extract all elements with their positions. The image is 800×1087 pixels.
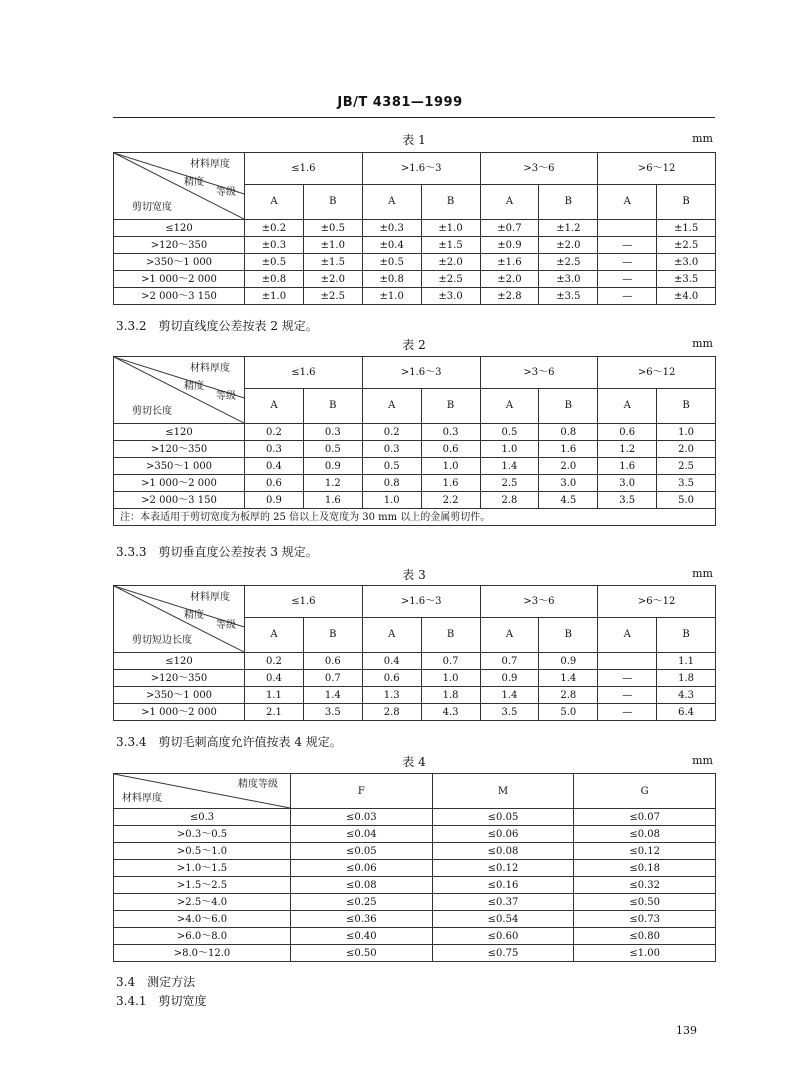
table4-unit: mm [692,754,713,767]
table-cell: 1.4 [539,670,598,687]
table-cell: 0.4 [245,458,304,475]
table-cell: ≤0.32 [574,877,716,894]
table-3-perpendicularity-tolerance [113,585,716,721]
table-cell: 4.3 [421,704,480,721]
table-cell: 3.5 [598,492,657,509]
grade-header: A [362,185,421,220]
table-cell: ≤0.60 [432,928,574,945]
thickness-header: >6～12 [598,586,716,618]
table-cell: 1.1 [245,687,304,704]
grade-header: B [421,618,480,653]
table-cell: 0.6 [303,653,362,670]
table-cell: ≤0.50 [574,894,716,911]
table-cell: ±1.0 [303,237,362,254]
table-cell: 3.5 [480,704,539,721]
table-cell: 0.7 [421,653,480,670]
clause-3-3-4: 3.3.4 剪切毛刺高度允许值按表 4 规定。 [116,735,342,749]
table-cell: ≤0.37 [432,894,574,911]
diag-label-thickness: 材料厚度 [190,159,230,170]
table-cell: — [598,237,657,254]
grade-header: B [657,618,716,653]
thickness-header: >6～12 [598,357,716,389]
table-cell: ±1.0 [245,288,304,305]
clause-3-3-2: 3.3.2 剪切直线度公差按表 2 规定。 [116,319,318,333]
table-cell: 0.6 [245,475,304,492]
table-cell: 1.8 [657,670,716,687]
thickness-header: ≤1.6 [245,357,363,389]
table-cell: ±0.5 [362,254,421,271]
table-cell: 0.2 [245,424,304,441]
table-cell: 0.2 [362,424,421,441]
table-cell: ≤0.80 [574,928,716,945]
diagonal-header-cell [114,586,245,653]
table-cell: ±0.7 [480,220,539,237]
table-cell: ±2.5 [303,288,362,305]
table-row [114,911,716,928]
table-cell: 1.2 [598,441,657,458]
table-row [114,894,716,911]
diag-label-grade: 精度等级 [238,779,278,790]
table-cell: ≤0.08 [432,843,574,860]
table-row [114,271,716,288]
table-note: 注：本表适用于剪切宽度为板厚的 25 倍以上及宽度为 30 mm 以上的金属剪切件。 [114,509,716,526]
table-cell: 0.9 [245,492,304,509]
header-row-thickness [114,357,716,389]
grade-header: A [362,618,421,653]
table-cell: 2.5 [657,458,716,475]
table2-title: 表 2 [402,338,426,352]
row-label: >120～350 [114,237,245,254]
table-cell: ≤0.75 [432,945,574,962]
table1-title: 表 1 [402,133,426,147]
table-cell: ±1.5 [303,254,362,271]
row-label: >1 000～2 000 [114,475,245,492]
diagonal-header-cell [114,153,245,220]
table-cell: ≤0.08 [291,877,433,894]
table-row [114,288,716,305]
table-cell: 2.8 [480,492,539,509]
table-cell: 0.7 [480,653,539,670]
row-label: ≤120 [114,220,245,237]
grade-header: A [598,389,657,424]
grade-header: A [598,185,657,220]
diag-label-row-header: 剪切长度 [132,406,172,417]
table-cell: — [598,687,657,704]
table-cell: ±4.0 [657,288,716,305]
table-row [114,492,716,509]
table-cell: 0.6 [362,670,421,687]
header-rule [113,117,715,118]
row-label: >350～1 000 [114,254,245,271]
table-row [114,860,716,877]
table-cell: ≤0.25 [291,894,433,911]
table-cell: — [598,670,657,687]
clause-3-4: 3.4 测定方法 [116,975,196,989]
diag-label-grade-a: 精度 [184,381,204,392]
table-cell: 2.0 [657,441,716,458]
table-row [114,945,716,962]
table2-unit: mm [692,337,713,350]
table-cell: 0.3 [303,424,362,441]
table-cell: ≤0.06 [432,826,574,843]
table-cell: 1.4 [480,458,539,475]
table-1-shear-width-tolerance [113,152,716,305]
table-cell: 3.0 [598,475,657,492]
table-cell: ≤0.12 [574,843,716,860]
grade-header: B [303,185,362,220]
table-cell: 0.8 [539,424,598,441]
row-label: >0.3～0.5 [114,826,291,843]
table-cell: 2.8 [362,704,421,721]
thickness-header: >3～6 [480,357,598,389]
table-cell: ±1.5 [421,237,480,254]
thickness-header: ≤1.6 [245,586,363,618]
grade-header: A [245,618,304,653]
table-cell: 3.5 [657,475,716,492]
table-cell: 1.1 [657,653,716,670]
table1-caption [113,131,715,147]
table-cell: 1.8 [421,687,480,704]
grade-header: M [432,774,574,809]
table-cell: 0.7 [303,670,362,687]
table-cell: ±3.0 [421,288,480,305]
diag-label-grade-b: 等级 [216,187,236,198]
table-cell: 0.8 [362,475,421,492]
table-cell: ±1.0 [421,220,480,237]
table-row [114,424,716,441]
table-cell: 2.1 [245,704,304,721]
table-cell: ±2.5 [421,271,480,288]
grade-header: B [539,389,598,424]
table-cell: 0.4 [362,653,421,670]
thickness-header: ≤1.6 [245,153,363,185]
table4-title: 表 4 [402,755,426,769]
row-label: >1.5～2.5 [114,877,291,894]
table-cell: 4.3 [657,687,716,704]
table-row [114,653,716,670]
row-label: >6.0～8.0 [114,928,291,945]
table-cell [598,653,657,670]
grade-header: A [598,618,657,653]
table-cell: ±0.2 [245,220,304,237]
table-row [114,687,716,704]
table-cell: 2.5 [480,475,539,492]
grade-header: B [303,618,362,653]
table-cell: ≤0.16 [432,877,574,894]
table-cell: ±1.5 [657,220,716,237]
clause-3-3-3: 3.3.3 剪切垂直度公差按表 3 规定。 [116,545,318,559]
table-cell: 1.6 [598,458,657,475]
grade-header: A [480,185,539,220]
table-cell: 2.0 [539,458,598,475]
grade-header: A [245,389,304,424]
table3-caption [113,566,715,582]
row-label: >2 000～3 150 [114,288,245,305]
table-cell: 0.5 [480,424,539,441]
row-label: >2.5～4.0 [114,894,291,911]
table-cell: 1.6 [303,492,362,509]
diag-label-row-header: 剪切宽度 [132,202,172,213]
table-cell: ±1.6 [480,254,539,271]
table-cell: ±2.0 [539,237,598,254]
row-label: >2 000～3 150 [114,492,245,509]
grade-header: A [480,389,539,424]
table-cell: 1.0 [480,441,539,458]
table-cell: ≤0.54 [432,911,574,928]
table-row [114,475,716,492]
thickness-header: >1.6～3 [362,153,480,185]
grade-header: A [362,389,421,424]
table-row [114,704,716,721]
table-row [114,670,716,687]
thickness-header: >1.6～3 [362,586,480,618]
table-row [114,928,716,945]
header-row [114,774,716,809]
grade-header: B [657,389,716,424]
table-row [114,458,716,475]
table-cell: 1.3 [362,687,421,704]
table-cell: ≤0.06 [291,860,433,877]
table-cell: ≤0.08 [574,826,716,843]
table-cell: 1.0 [421,458,480,475]
table-cell: ≤0.73 [574,911,716,928]
row-label: >8.0～12.0 [114,945,291,962]
row-label: >350～1 000 [114,458,245,475]
table-cell: 4.5 [539,492,598,509]
table-4-burr-height-allowance [113,773,716,962]
table-cell: 6.4 [657,704,716,721]
thickness-header: >3～6 [480,586,598,618]
row-label: >1 000～2 000 [114,271,245,288]
grade-header: F [291,774,433,809]
table-cell: — [598,704,657,721]
clause-3-4-1: 3.4.1 剪切宽度 [116,994,207,1008]
table-cell: ±3.5 [539,288,598,305]
table-cell: 1.2 [303,475,362,492]
row-label: ≤120 [114,424,245,441]
table-cell: ≤0.12 [432,860,574,877]
table-cell: ≤0.05 [432,809,574,826]
table-cell: ±0.8 [362,271,421,288]
row-label: ≤0.3 [114,809,291,826]
diag-label-grade-b: 等级 [216,620,236,631]
header-row-thickness [114,586,716,618]
grade-header: B [421,185,480,220]
table-cell [598,220,657,237]
diag-label-grade-b: 等级 [216,391,236,402]
table-2-straightness-tolerance [113,356,716,526]
table1-unit: mm [692,132,713,145]
diag-label-row-header: 剪切短边长度 [132,635,192,646]
table-cell: 0.5 [362,458,421,475]
row-label: >120～350 [114,441,245,458]
diag-label-grade-a: 精度 [184,177,204,188]
table-cell: ±0.9 [480,237,539,254]
table-cell: 1.4 [303,687,362,704]
table-row [114,809,716,826]
table-row [114,441,716,458]
row-label: >4.0～6.0 [114,911,291,928]
table-cell: 0.9 [480,670,539,687]
table-cell: ±2.5 [539,254,598,271]
thickness-header: >1.6～3 [362,357,480,389]
row-label: >350～1 000 [114,687,245,704]
grade-header: B [421,389,480,424]
table3-title: 表 3 [402,568,426,582]
table-cell: ±0.4 [362,237,421,254]
grade-header: B [539,185,598,220]
table4-caption [113,753,715,769]
table-cell: 3.5 [303,704,362,721]
table-cell: ≤0.36 [291,911,433,928]
row-label: ≤120 [114,653,245,670]
table-cell: 2.8 [539,687,598,704]
table-row [114,237,716,254]
table-row [114,254,716,271]
table-row [114,220,716,237]
table-cell: ≤0.50 [291,945,433,962]
table-cell: ±0.8 [245,271,304,288]
table-cell: ±0.3 [362,220,421,237]
header-row-thickness [114,153,716,185]
grade-header: B [539,618,598,653]
table-cell: — [598,288,657,305]
thickness-header: >3～6 [480,153,598,185]
table-cell: ±2.0 [421,254,480,271]
table-cell: 0.2 [245,653,304,670]
table-row [114,826,716,843]
table-cell: ±2.5 [657,237,716,254]
table-cell: 2.2 [421,492,480,509]
table-cell: ±3.0 [539,271,598,288]
page-number: 139 [676,1024,697,1037]
table2-caption [113,336,715,352]
table-cell: 1.0 [657,424,716,441]
table-cell: ≤0.03 [291,809,433,826]
table-cell: ±1.2 [539,220,598,237]
diag-label-thickness: 材料厚度 [190,363,230,374]
grade-header: G [574,774,716,809]
table-cell: 0.3 [362,441,421,458]
table-cell: ±3.0 [657,254,716,271]
table-cell: ≤0.40 [291,928,433,945]
diagonal-header-cell [114,357,245,424]
row-label: >1.0～1.5 [114,860,291,877]
table-cell: 5.0 [657,492,716,509]
table-cell: 1.6 [421,475,480,492]
table-cell: ±2.0 [480,271,539,288]
table-cell: 1.4 [480,687,539,704]
row-label: >120～350 [114,670,245,687]
table-cell: ≤1.00 [574,945,716,962]
table-row [114,877,716,894]
diag-label-thickness: 材料厚度 [122,793,162,804]
thickness-header: >6～12 [598,153,716,185]
grade-header: A [480,618,539,653]
diag-label-thickness: 材料厚度 [190,592,230,603]
table-cell: — [598,271,657,288]
table-cell: ±0.3 [245,237,304,254]
note-row [114,509,716,526]
table-cell: 0.9 [539,653,598,670]
row-label: >0.5～1.0 [114,843,291,860]
table-cell: — [598,254,657,271]
table-cell: ±0.5 [245,254,304,271]
table-cell: ≤0.18 [574,860,716,877]
table-cell: 3.0 [539,475,598,492]
grade-header: B [303,389,362,424]
table3-unit: mm [692,567,713,580]
table-cell: ±0.5 [303,220,362,237]
table-cell: 5.0 [539,704,598,721]
grade-header: B [657,185,716,220]
table-cell: ±2.8 [480,288,539,305]
table-cell: 0.3 [245,441,304,458]
table-row [114,843,716,860]
table-cell: 1.0 [421,670,480,687]
table-cell: 0.6 [421,441,480,458]
grade-header: A [245,185,304,220]
table-cell: 0.5 [303,441,362,458]
table-cell: 0.4 [245,670,304,687]
row-label: >1 000～2 000 [114,704,245,721]
table-cell: ≤0.07 [574,809,716,826]
table-cell: 0.6 [598,424,657,441]
table-cell: ±1.0 [362,288,421,305]
diag-label-grade-a: 精度 [184,610,204,621]
diagonal-header-cell [114,774,291,809]
table-cell: 0.3 [421,424,480,441]
table-cell: ±2.0 [303,271,362,288]
table-cell: 1.6 [539,441,598,458]
table-cell: 1.0 [362,492,421,509]
table-cell: ≤0.04 [291,826,433,843]
table-cell: ≤0.05 [291,843,433,860]
standard-number-header: JB/T 4381—1999 [337,95,463,110]
table-cell: 0.9 [303,458,362,475]
table-cell: ±3.5 [657,271,716,288]
